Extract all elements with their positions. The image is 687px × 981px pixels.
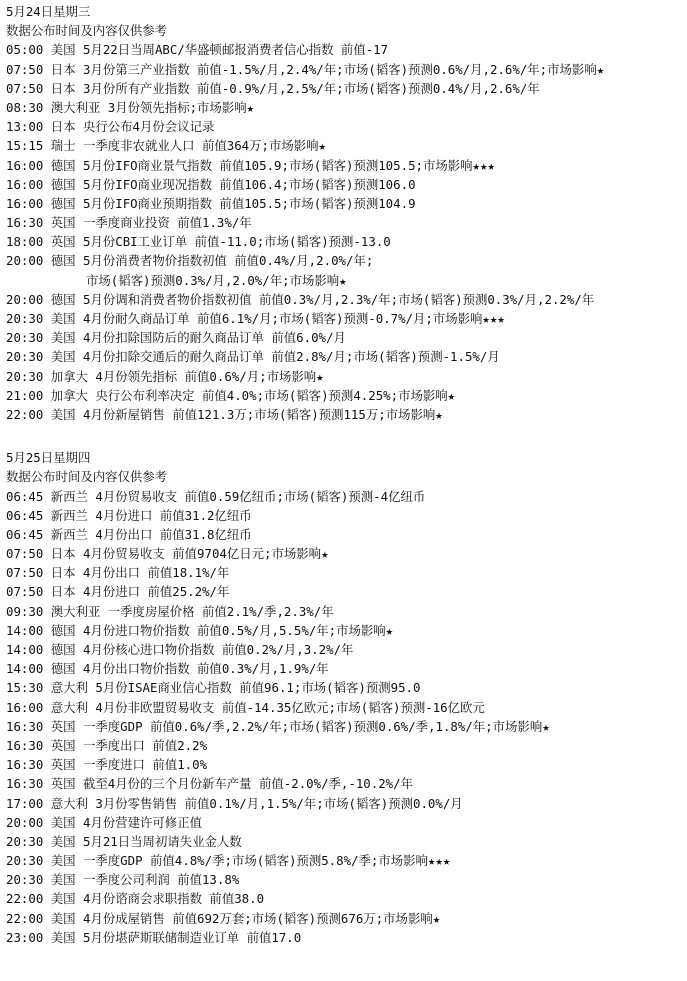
- section-spacer: [6, 424, 681, 448]
- event-row: 20:30 美国 5月21日当周初请失业金人数: [6, 833, 242, 849]
- section-date: 5月24日星期三: [6, 4, 91, 19]
- calendar-document: [6, 2, 681, 947]
- event-row: 17:00 意大利 3月份零售销售 前值0.1%/月,1.5%/年;市场(韬客)预测0.0%/月: [6, 795, 463, 811]
- event-row: 13:00 日本 央行公布4月份会议记录: [6, 119, 215, 135]
- event-row: 15:15 瑞士 一季度非农就业人口 前值364万;市场影响★: [6, 138, 327, 154]
- event-row: 07:50 日本 4月份进口 前值25.2%/年: [6, 584, 230, 600]
- event-row: 07:50 日本 3月份所有产业指数 前值-0.9%/月,2.5%/年;市场(韬客)预测0.4%/月,2.6%/年: [6, 80, 540, 96]
- event-row: 23:00 美国 5月份堪萨斯联储制造业订单 前值17.0: [6, 929, 302, 945]
- event-row: 06:45 新西兰 4月份出口 前值31.8亿纽币: [6, 526, 252, 542]
- event-row-continuation: 市场(韬客)预测0.3%/月,2.0%/年;市场影响★: [86, 272, 347, 288]
- section-note: 数据公布时间及内容仅供参考: [6, 23, 168, 39]
- section-date: 5月25日星期四: [6, 450, 91, 466]
- event-row: 16:00 德国 5月份IFO商业现况指数 前值106.4;市场(韬客)预测106.0: [6, 176, 416, 192]
- event-row: 16:30 英国 一季度进口 前值1.0%: [6, 757, 208, 773]
- event-row: 09:30 澳大利亚 一季度房屋价格 前值2.1%/季,2.3%/年: [6, 603, 334, 619]
- event-row: 20:30 美国 4月份扣除交通后的耐久商品订单 前值2.8%/月;市场(韬客)预测-1.5%/月: [6, 349, 500, 365]
- event-row: 14:00 德国 4月份出口物价指数 前值0.3%/月,1.9%/年: [6, 661, 329, 677]
- event-row: 16:00 德国 5月份IFO商业景气指数 前值105.9;市场(韬客)预测105.5;市场影响★★★: [6, 157, 495, 173]
- event-row: 22:00 美国 4月份谘商会求职指数 前值38.0: [6, 891, 265, 907]
- event-row: 16:30 英国 截至4月份的三个月份新车产量 前值-2.0%/季,-10.2%/年: [6, 776, 413, 792]
- event-row: 15:30 意大利 5月份ISAE商业信心指数 前值96.1;市场(韬客)预测95.0: [6, 680, 421, 696]
- event-row: 20:30 美国 4月份扣除国防后的耐久商品订单 前值6.0%/月: [6, 330, 346, 346]
- event-row: 07:50 日本 4月份贸易收支 前值9704亿日元;市场影响★: [6, 546, 329, 562]
- event-row: 20:30 美国 一季度公司利润 前值13.8%: [6, 872, 240, 888]
- event-row: 22:00 美国 4月份成屋销售 前值692万套;市场(韬客)预测676万;市场影响★: [6, 910, 441, 926]
- event-row: 07:50 日本 4月份出口 前值18.1%/年: [6, 565, 230, 581]
- event-row: 16:30 英国 一季度出口 前值2.2%: [6, 737, 208, 753]
- event-row: 22:00 美国 4月份新屋销售 前值121.3万;市场(韬客)预测115万;市场影响★: [6, 406, 443, 422]
- event-row: 16:00 意大利 4月份非欧盟贸易收支 前值-14.35亿欧元;市场(韬客)预测-16亿欧元: [6, 699, 485, 715]
- event-row: 05:00 美国 5月22日当周ABC/华盛顿邮报消费者信心指数 前值-17: [6, 42, 389, 58]
- event-row: 20:30 美国 4月份耐久商品订单 前值6.1%/月;市场(韬客)预测-0.7%/月;市场影响★★★: [6, 311, 505, 326]
- section-note: 数据公布时间及内容仅供参考: [6, 469, 168, 485]
- event-row: 16:30 英国 一季度GDP 前值0.6%/季,2.2%/年;市场(韬客)预测0.6%/季,1.8%/年;市场影响★: [6, 718, 550, 734]
- event-row: 14:00 德国 4月份进口物价指数 前值0.5%/月,5.5%/年;市场影响★: [6, 622, 394, 638]
- event-row: 07:50 日本 3月份第三产业指数 前值-1.5%/月,2.4%/年;市场(韬客)预测0.6%/月,2.6%/年;市场影响★: [6, 61, 605, 77]
- event-row: 06:45 新西兰 4月份贸易收支 前值0.59亿纽币;市场(韬客)预测-4亿纽币: [6, 488, 426, 504]
- event-row: 16:30 英国 一季度商业投资 前值1.3%/年: [6, 215, 252, 231]
- event-row: 16:00 德国 5月份IFO商业预期指数 前值105.5;市场(韬客)预测104.9: [6, 195, 416, 211]
- event-row: 06:45 新西兰 4月份进口 前值31.2亿纽币: [6, 507, 252, 523]
- event-row: 18:00 英国 5月份CBI工业订单 前值-11.0;市场(韬客)预测-13.0: [6, 234, 391, 250]
- event-row: 20:30 加拿大 4月份领先指标 前值0.6%/月;市场影响★: [6, 368, 324, 384]
- event-row: 20:00 德国 5月份消费者物价指数初值 前值0.4%/月,2.0%/年;: [6, 253, 374, 269]
- event-row: 21:00 加拿大 央行公布利率决定 前值4.0%;市场(韬客)预测4.25%;市场影响★: [6, 387, 456, 403]
- event-row: 08:30 澳大利亚 3月份领先指标;市场影响★: [6, 99, 255, 115]
- event-row: 20:30 美国 一季度GDP 前值4.8%/季;市场(韬客)预测5.8%/季;市场影响★★★: [6, 853, 451, 869]
- event-row: 20:00 德国 5月份调和消费者物价指数初值 前值0.3%/月,2.3%/年;市场(韬客)预测0.3%/月,2.2%/年: [6, 291, 595, 307]
- event-row: 20:00 美国 4月份营建许可修正值: [6, 814, 202, 830]
- event-row: 14:00 德国 4月份核心进口物价指数 前值0.2%/月,3.2%/年: [6, 642, 354, 657]
